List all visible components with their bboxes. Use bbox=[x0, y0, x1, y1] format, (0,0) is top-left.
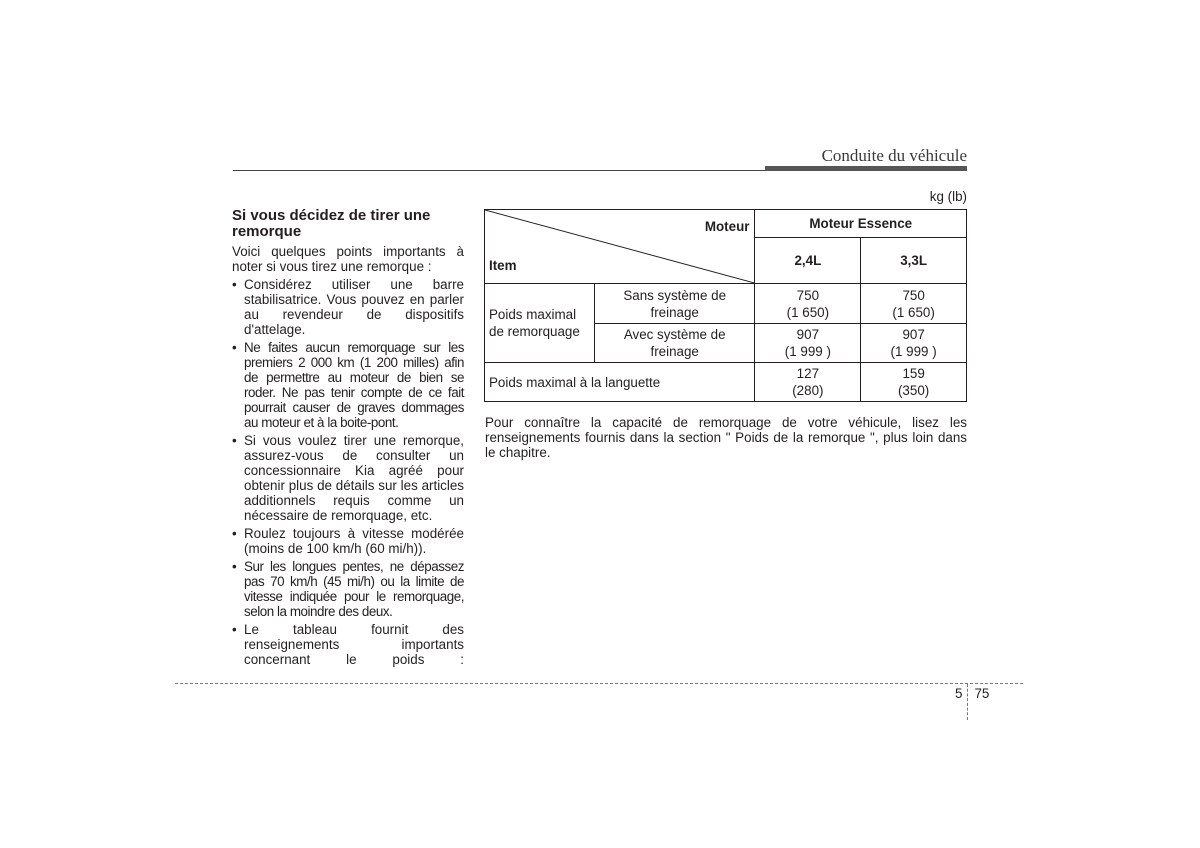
unit-label: kg (lb) bbox=[929, 189, 967, 204]
bullet-icon: • bbox=[232, 433, 237, 448]
footer-rule bbox=[175, 683, 1023, 684]
towing-weight-table bbox=[484, 209, 967, 402]
value-kg: 907 bbox=[796, 327, 820, 342]
intro-paragraph: Voici quelques points importants à noter si vous tirez une remorque : bbox=[232, 244, 464, 274]
bullet-icon: • bbox=[232, 526, 237, 541]
table-row bbox=[485, 210, 967, 238]
row-group-label-cell: Poids maximal de remorquage bbox=[485, 284, 595, 363]
value-cell bbox=[755, 284, 861, 324]
value-lb: (280) bbox=[792, 383, 824, 398]
corner-bottom-label: Item bbox=[489, 258, 517, 273]
table-row bbox=[485, 363, 967, 402]
value-cell bbox=[861, 324, 967, 363]
section-heading: Si vous décidez de tirer une remorque bbox=[232, 207, 431, 240]
header-rule-accent bbox=[765, 166, 967, 171]
value-kg: 127 bbox=[796, 366, 820, 381]
value-cell bbox=[755, 324, 861, 363]
sub-label-cell: Avec système de freinage bbox=[594, 324, 755, 363]
value-kg: 159 bbox=[902, 366, 925, 381]
bullet-icon: • bbox=[232, 559, 237, 574]
left-column bbox=[232, 208, 464, 670]
running-header-title: Conduite du véhicule bbox=[821, 146, 967, 165]
value-cell bbox=[755, 363, 861, 402]
value-lb: (350) bbox=[897, 383, 930, 398]
table-note-paragraph: Pour connaître la capacité de remorquage de votre véhicule, lisez les renseignements fournis dans la section " Poids de la remorque ", plus loin dans le chapitre. bbox=[485, 415, 967, 460]
sub-label-cell: Sans système de freinage bbox=[594, 284, 755, 324]
table-row bbox=[485, 284, 967, 324]
header-rule bbox=[233, 170, 765, 171]
list-item-text: Sur les longues pentes, ne dépassez pas 70 km/h (45 mi/h) ou la limite de vitesse indiquée pour le remorquage, selon la moindre des deux. bbox=[244, 559, 464, 619]
corner-top-label: Moteur bbox=[704, 219, 750, 234]
list-item-text: Si vous voulez tirer une remorque, assurez-vous de consulter un concessionnaire Kia agréé pour obtenir plus de détails sur les articles additionnels requis comme un nécessaire de remorquage, etc. bbox=[244, 433, 464, 523]
list-item bbox=[232, 277, 464, 337]
value-kg: 907 bbox=[902, 327, 925, 342]
value-lb: (1 650) bbox=[786, 304, 830, 320]
engine-header-cell: 3,3L bbox=[861, 238, 967, 284]
value-lb: (1 999 ) bbox=[890, 344, 937, 359]
value-lb: (1 999 ) bbox=[784, 344, 831, 359]
value-kg: 750 bbox=[902, 287, 925, 303]
value-lb: (1 650) bbox=[892, 304, 935, 320]
bullet-icon: • bbox=[232, 340, 237, 355]
page-number-separator bbox=[967, 684, 968, 720]
bullet-list bbox=[232, 277, 464, 667]
value-kg: 750 bbox=[796, 287, 820, 303]
list-item-text: Ne faites aucun remorquage sur les premiers 2 000 km (1 200 milles) afin de permettre au moteur de bien se roder. Ne pas tenir compte de ce fait pourrait causer de graves dommages au moteur et à la boite-pont. bbox=[244, 340, 464, 430]
list-item-text: Roulez toujours à vitesse modérée (moins de 100 km/h (60 mi/h)). bbox=[244, 526, 464, 556]
value-cell bbox=[861, 363, 967, 402]
corner-header-cell bbox=[485, 210, 755, 284]
engine-header-cell: 2,4L bbox=[755, 238, 861, 284]
chapter-number: 5 bbox=[955, 686, 963, 701]
page-number bbox=[955, 686, 989, 701]
bullet-icon: • bbox=[232, 622, 237, 637]
list-item bbox=[232, 526, 464, 556]
page-number-value: 75 bbox=[974, 686, 990, 701]
value-cell bbox=[861, 284, 967, 324]
list-item-text: Le tableau fournit des renseignements importants concernant le poids : bbox=[244, 622, 464, 667]
list-item bbox=[232, 559, 464, 619]
list-item bbox=[232, 622, 464, 667]
list-item bbox=[232, 340, 464, 430]
bullet-icon: • bbox=[232, 277, 237, 292]
tongue-label-cell: Poids maximal à la languette bbox=[485, 363, 755, 402]
group-header-cell: Moteur Essence bbox=[755, 210, 967, 238]
list-item-text: Considérez utiliser une barre stabilisatrice. Vous pouvez en parler au revendeur de dispositifs d'attelage. bbox=[244, 277, 464, 337]
list-item bbox=[232, 433, 464, 523]
